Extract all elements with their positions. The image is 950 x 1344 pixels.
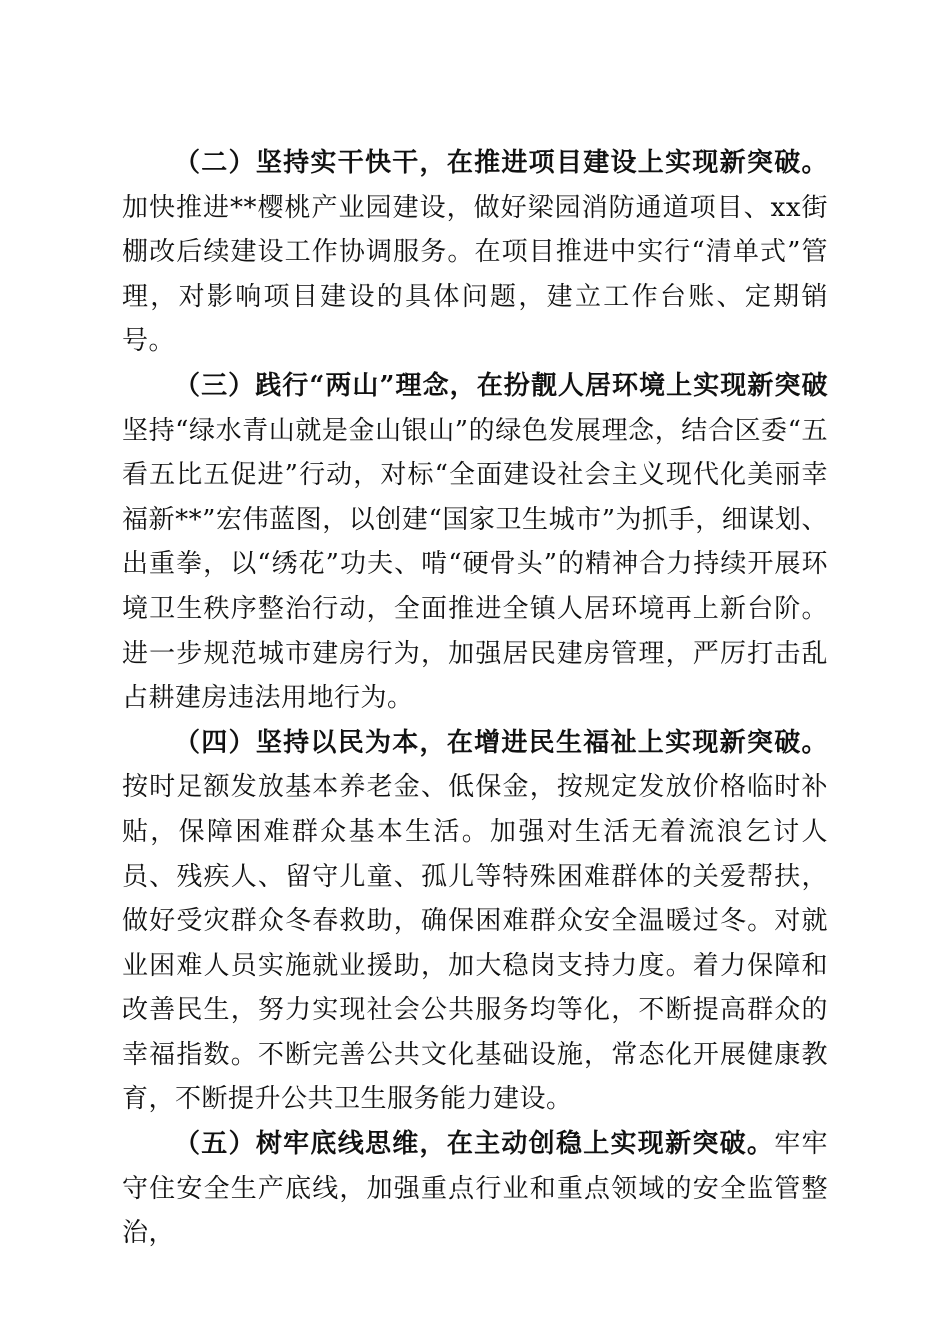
paragraph-text: 坚持“绿水青山就是金山银山”的绿色发展理念，结合区委“五看五比五促进”行动，对标“全面建设社会主义现代化美丽幸福新**”宏伟蓝图，以创建“国家卫生城市”为抓手，细谋划、出重拳，以“绣花”功夫、啃“硬骨头”的精神合力持续开展环境卫生秩序整治行动，全面推进全镇人居环境再上新台阶。进一步规范城市建房行为，加强居民建房管理，严厉打击乱占耕建房违法用地行为。 <box>122 415 828 714</box>
section-heading: （五）树牢底线思维，在主动创稳上实现新突破。 <box>174 1129 775 1160</box>
document-body <box>122 141 828 1256</box>
paragraph-stability <box>122 1122 828 1256</box>
paragraph-livelihood <box>122 721 828 1122</box>
paragraph-project-construction <box>122 141 828 364</box>
paragraph-text: 牢牢守住安全生产底线，加强重点行业和重点领域的安全监管整治， <box>122 1129 828 1249</box>
paragraph-text: 按时足额发放基本养老金、低保金，按规定发放价格临时补贴，保障困难群众基本生活。加强对生活无着流浪乞讨人员、残疾人、留守儿童、孤儿等特殊困难群体的关爱帮扶，做好受灾群众冬春救助，确保困难群众安全温暖过冬。对就业困难人员实施就业援助，加大稳岗支持力度。着力保障和改善民生，努力实现社会公共服务均等化，不断提高群众的幸福指数。不断完善公共文化基础设施，常态化开展健康教育，不断提升公共卫生服务能力建设。 <box>122 772 828 1115</box>
section-heading: （二）坚持实干快干，在推进项目建设上实现新突破。 <box>174 148 828 178</box>
paragraph-living-environment <box>122 364 828 721</box>
section-heading: （四）坚持以民为本，在增进民生福祉上实现新突破。 <box>174 727 828 758</box>
section-heading: （三）践行“两山”理念，在扮靓人居环境上实现新突破 <box>174 370 828 401</box>
paragraph-text: 加快推进**樱桃产业园建设，做好梁园消防通道项目、xx街棚改后续建设工作协调服务。在项目推进中实行“清单式”管理，对影响项目建设的具体问题，建立工作台账、定期销号。 <box>122 192 828 357</box>
